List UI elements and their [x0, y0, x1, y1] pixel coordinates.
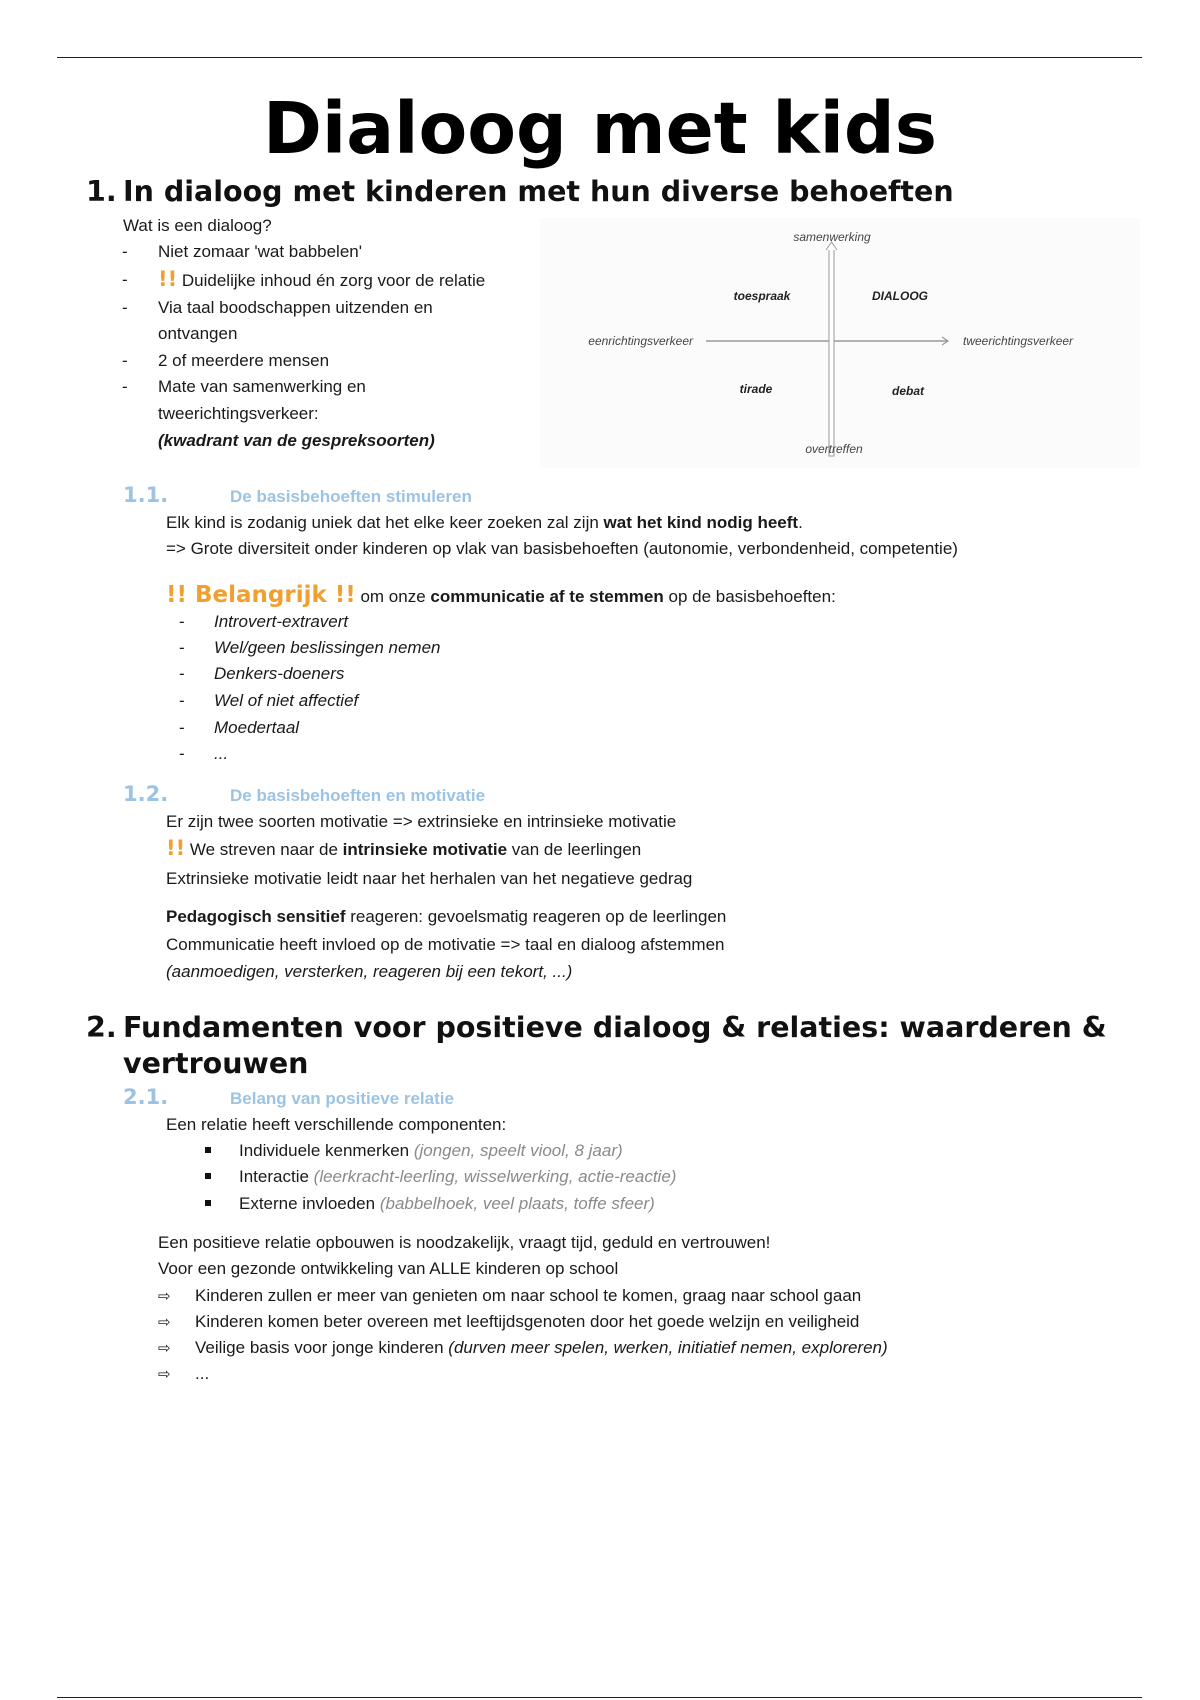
exclamation-icon: !! — [166, 836, 186, 860]
component-item: Interactie (leerkracht-leerling, wisselwerking, actie-reactie) — [239, 1167, 677, 1186]
top-rule — [57, 57, 1142, 58]
section-2-heading — [86, 1010, 1156, 1082]
important-line: !! Belangrijk !! om onze communicatie af te stemmen op de basisbehoeften: — [166, 582, 836, 608]
benefit-item: Veilige basis voor jonge kinderen (durven meer spelen, werken, initiatief nemen, exploreren) — [195, 1338, 888, 1357]
benefit-item: Kinderen komen beter overeen met leeftijdsgenoten door het goede welzijn en veiligheid — [195, 1312, 860, 1331]
need-item: Denkers-doeners — [214, 664, 345, 683]
axis-bottom-label: overtreffen — [805, 442, 863, 456]
subsection-1-1-number: 1.1. — [123, 483, 169, 507]
relation-paragraph-1: Een positieve relatie opbouwen is noodzakelijk, vraagt tijd, geduld en vertrouwen! — [158, 1233, 771, 1252]
bullet-dash: - — [179, 664, 185, 683]
axis-left-label: eenrichtingsverkeer — [588, 334, 693, 348]
need-item: ... — [214, 744, 229, 763]
bullet-dash: - — [179, 718, 185, 737]
quadrant-diagram — [540, 218, 1140, 468]
section-1-title: In dialoog met kinderen met hun diverse behoeften — [123, 175, 954, 208]
page-title: Dialoog met kids — [262, 87, 938, 170]
arrow-right-icon: ⇨ — [158, 1365, 171, 1383]
motivation-types-line: Er zijn twee soorten motivatie => extrinsieke en intrinsieke motivatie — [166, 812, 677, 831]
examples-line: (aanmoedigen, versterken, reageren bij een tekort, ...) — [166, 962, 573, 981]
components-intro: Een relatie heeft verschillende componenten: — [166, 1115, 507, 1134]
bullet-dash: - — [122, 377, 128, 396]
bullet-dash: - — [122, 242, 128, 261]
arrow-right-icon: ⇨ — [158, 1313, 171, 1331]
bullet-5: Mate van samenwerking en — [158, 377, 366, 396]
bullet-4: 2 of meerdere mensen — [158, 351, 330, 370]
bullet-dash: - — [179, 744, 185, 763]
square-bullet — [205, 1147, 211, 1153]
need-item: Introvert-extravert — [214, 612, 349, 631]
benefit-item: ... — [195, 1364, 210, 1383]
subsection-1-1-title: De basisbehoeften stimuleren — [230, 487, 472, 506]
quadrant-bottom-right: debat — [891, 384, 925, 398]
section-2-title-line-2: vertrouwen — [123, 1047, 309, 1080]
arrow-right-icon: ⇨ — [158, 1339, 171, 1357]
extrinsic-line: Extrinsieke motivatie leidt naar het herhalen van het negatieve gedrag — [166, 869, 693, 888]
component-item: Individuele kenmerken (jongen, speelt viool, 8 jaar) — [239, 1141, 623, 1160]
section-1-number: 1. — [86, 175, 117, 208]
bullet-3-cont: ontvangen — [158, 324, 238, 343]
section-2-number: 2. — [86, 1011, 117, 1044]
bullet-dash: - — [122, 270, 128, 289]
section-1-heading — [86, 174, 1146, 210]
bullet-dash: - — [122, 351, 128, 370]
bullet-dash: - — [179, 612, 185, 631]
axis-right-label: tweerichtingsverkeer — [963, 334, 1074, 348]
diversity-line: => Grote diversiteit onder kinderen op vlak van basisbehoeften (autonomie, verbondenheid, competentie) — [166, 539, 958, 558]
quadrant-top-right: DIALOOG — [872, 289, 928, 303]
exclamation-icon: !! — [158, 267, 178, 291]
bullet-dash: - — [122, 298, 128, 317]
intrinsic-line: !! We streven naar de intrinsieke motivatie van de leerlingen — [166, 836, 642, 860]
bottom-rule — [57, 1697, 1142, 1698]
unique-child-line: Elk kind is zodanig uniek dat het elke keer zoeken zal zijn wat het kind nodig heeft. — [166, 513, 803, 532]
subsection-2-1-number: 2.1. — [123, 1085, 169, 1109]
important-label: !! Belangrijk !! — [166, 582, 356, 608]
bullet-1: Niet zomaar 'wat babbelen' — [158, 242, 362, 261]
need-item: Moedertaal — [214, 718, 300, 737]
subsection-1-2-number: 1.2. — [123, 782, 169, 806]
bullet-3: Via taal boodschappen uitzenden en — [158, 298, 433, 317]
sensitive-line: Pedagogisch sensitief reageren: gevoelsmatig reageren op de leerlingen — [166, 907, 727, 926]
axis-top-label: samenwerking — [793, 230, 871, 244]
arrow-right-icon: ⇨ — [158, 1287, 171, 1305]
bullet-5-note: (kwadrant van de gespreksoorten) — [158, 431, 435, 450]
square-bullet — [205, 1200, 211, 1206]
need-item: Wel/geen beslissingen nemen — [214, 638, 441, 657]
subsection-2-1-title: Belang van positieve relatie — [230, 1089, 454, 1108]
bullet-dash: - — [179, 691, 185, 710]
subsection-1-2-title: De basisbehoeften en motivatie — [230, 786, 486, 805]
quadrant-bottom-left: tirade — [739, 382, 773, 396]
dialogue-question: Wat is een dialoog? — [123, 216, 272, 235]
vertical-axis — [829, 248, 834, 456]
bullet-2: !! Duidelijke inhoud én zorg voor de relatie — [158, 267, 486, 291]
component-item: Externe invloeden (babbelhoek, veel plaats, toffe sfeer) — [239, 1194, 655, 1213]
bullet-5-cont: tweerichtingsverkeer: — [158, 404, 319, 423]
communication-line: Communicatie heeft invloed op de motivatie => taal en dialoog afstemmen — [166, 935, 725, 954]
need-item: Wel of niet affectief — [214, 691, 359, 710]
quadrant-top-left: toespraak — [733, 289, 791, 303]
benefit-item: Kinderen zullen er meer van genieten om naar school te komen, graag naar school gaan — [195, 1286, 862, 1305]
square-bullet — [205, 1173, 211, 1179]
bullet-dash: - — [179, 638, 185, 657]
relation-paragraph-2: Voor een gezonde ontwikkeling van ALLE kinderen op school — [158, 1259, 619, 1278]
section-2-title-line-1: Fundamenten voor positieve dialoog & relaties: waarderen & — [123, 1011, 1107, 1044]
